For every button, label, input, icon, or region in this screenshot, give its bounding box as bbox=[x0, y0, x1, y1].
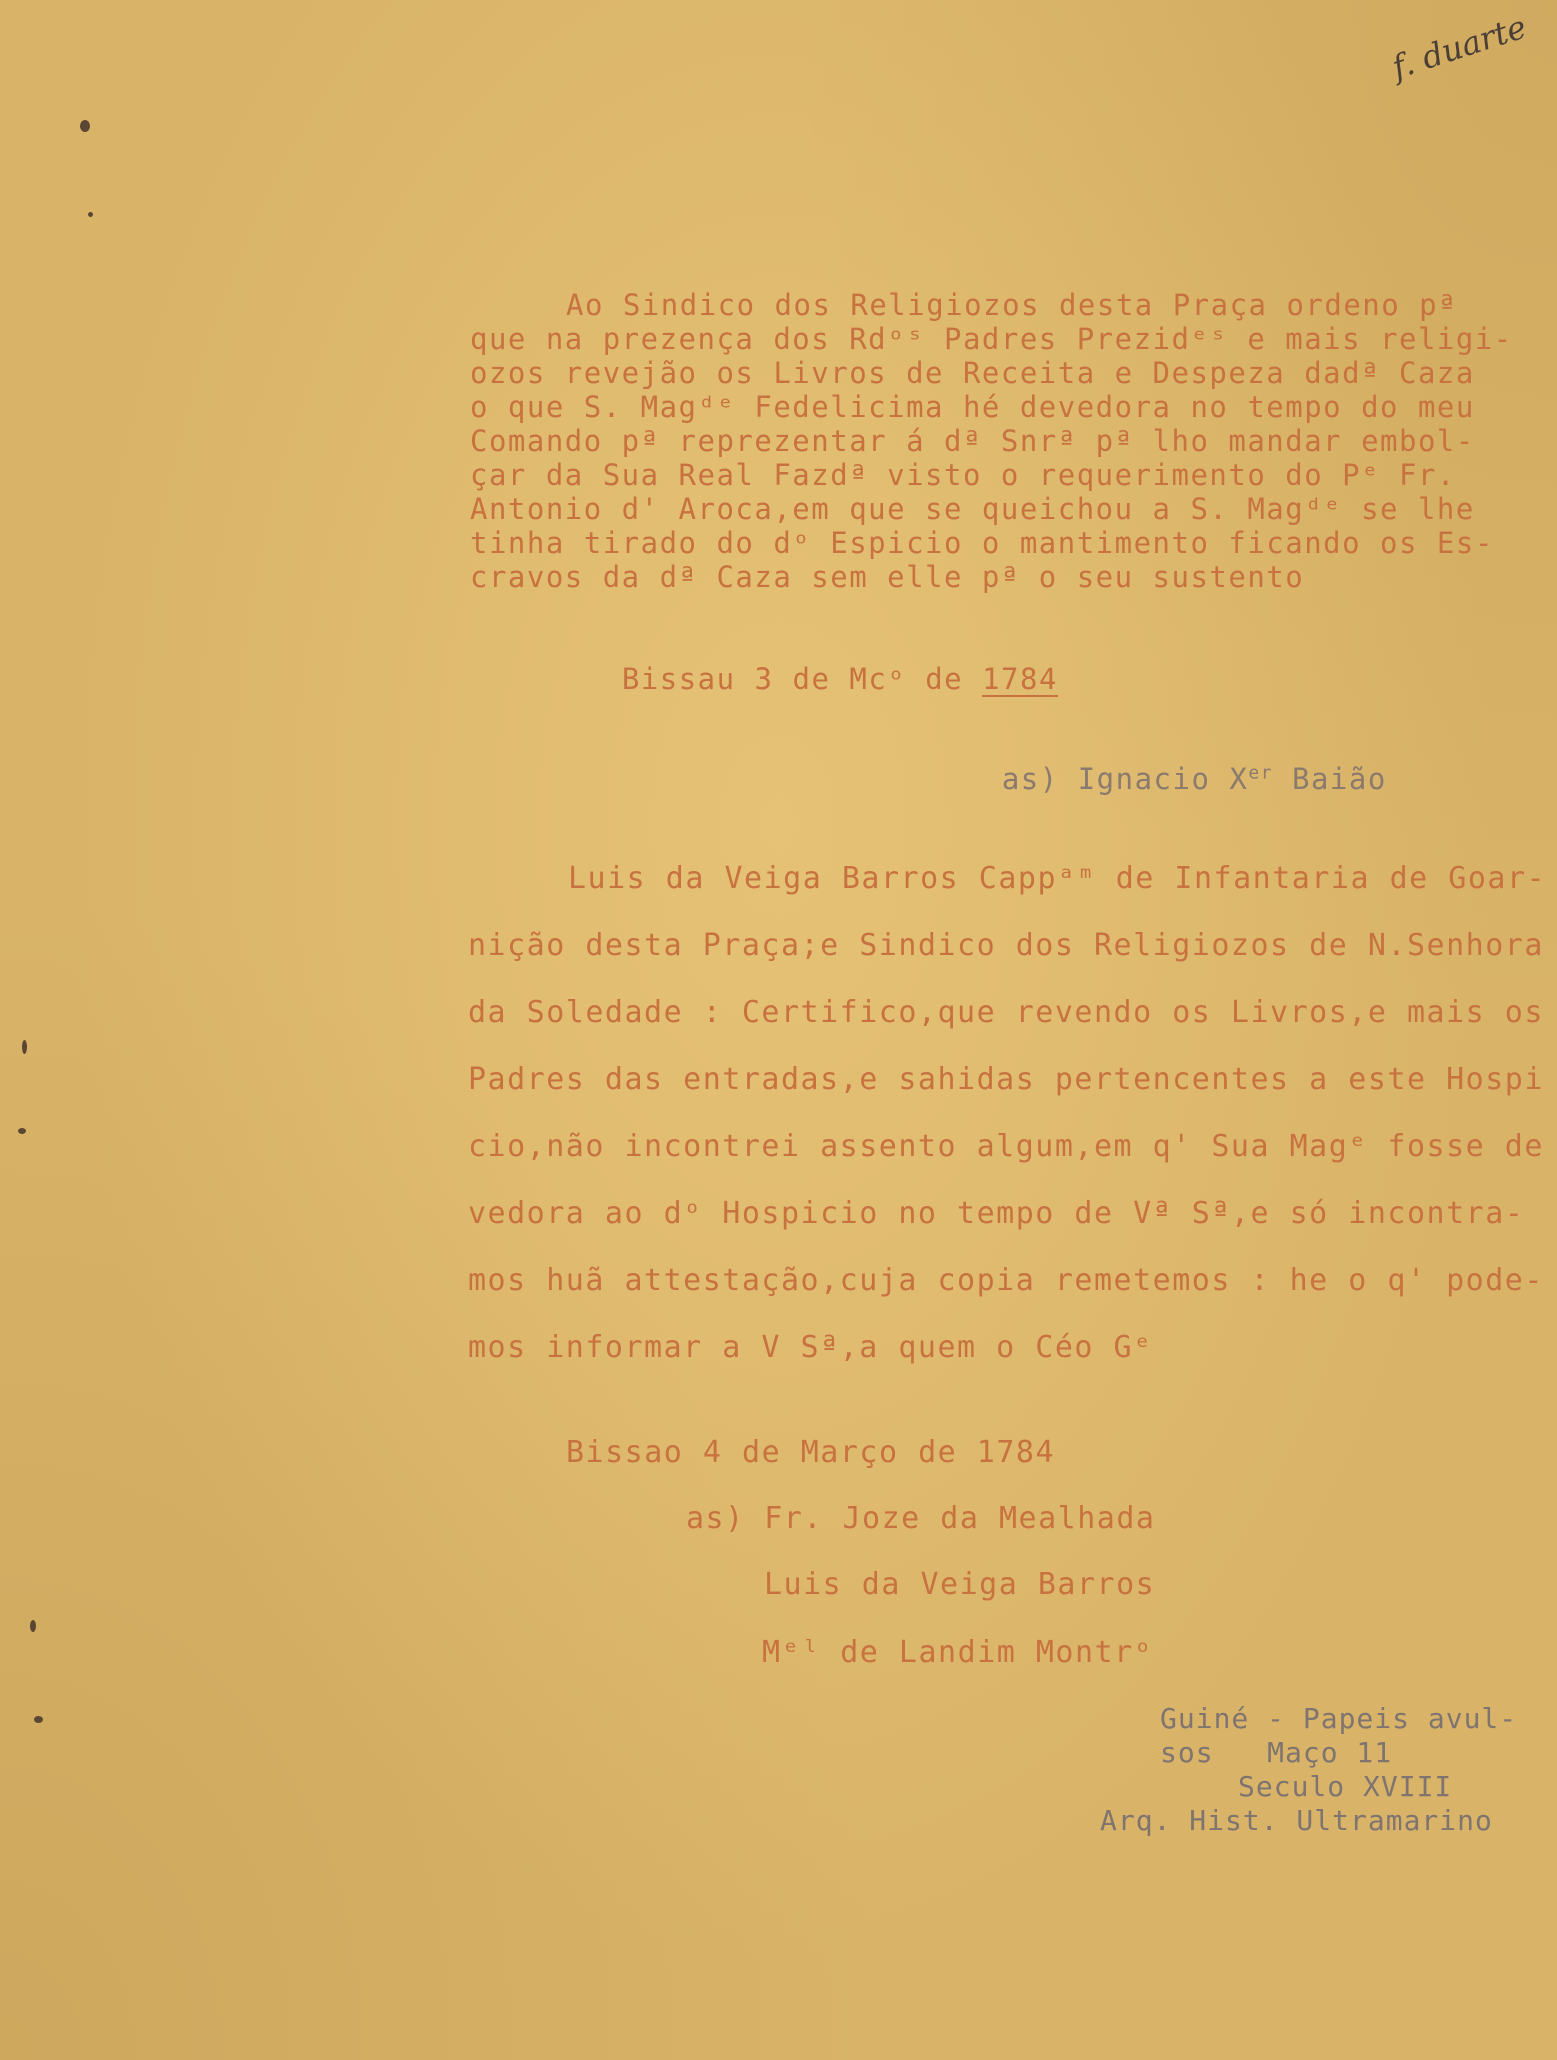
archive-line: Guiné - Papeis avul- bbox=[1160, 1702, 1518, 1735]
punch-hole bbox=[34, 1716, 43, 1723]
letter1-line: tinha tirado do dᵒ Espicio o mantimento ficando os Es- bbox=[470, 526, 1494, 560]
archive-line: sos Maço 11 bbox=[1160, 1736, 1393, 1769]
letter1-signature bbox=[926, 728, 1387, 830]
signature-abbr-sup: er bbox=[1248, 762, 1274, 784]
letter1-line: ozos revejão os Livros de Receita e Despeza dadª Caza bbox=[470, 356, 1475, 390]
punch-hole bbox=[80, 120, 90, 132]
letter2-line: mos informar a V Sª,a quem o Céo Gᵉ bbox=[468, 1330, 1153, 1365]
letter2-line: cio,não incontrei assento algum,em q' Sua Magᵉ fosse de bbox=[468, 1129, 1544, 1164]
signature-name: Ignacio bbox=[1077, 762, 1211, 796]
letter2-line: vedora ao dᵒ Hospicio no tempo de Vª Sª,e só incontra- bbox=[468, 1196, 1525, 1231]
letter1-line: Ao Sindico dos Religiozos desta Praça ordeno pª bbox=[566, 288, 1458, 322]
letter1-line: çar da Sua Real Fazdª visto o requerimento do Pᵉ Fr. bbox=[470, 458, 1456, 492]
punch-hole bbox=[30, 1620, 36, 1632]
letter1-line: que na prezença dos Rdᵒˢ Padres Prezidᵉˢ e mais religi- bbox=[470, 322, 1513, 356]
letter2-line: nição desta Praça;e Sindico dos Religiozos de N.Senhora bbox=[468, 928, 1544, 963]
letter2-place-date: Bissao 4 de Março de 1784 bbox=[566, 1435, 1056, 1470]
letter1-place-date bbox=[546, 628, 1058, 730]
signature-prefix: as) bbox=[1001, 762, 1059, 796]
punch-hole bbox=[22, 1040, 27, 1054]
signature-abbr: X bbox=[1229, 762, 1249, 796]
letter1-line: cravos da dª Caza sem elle pª o seu sustento bbox=[470, 560, 1305, 594]
letter2-line: da Soledade : Certifico,que revendo os Livros,e mais os bbox=[468, 995, 1544, 1030]
archive-line: Seculo XVIII bbox=[1238, 1770, 1453, 1803]
letter1-line: o que S. Magᵈᵉ Fedelicima hé devedora no tempo do meu bbox=[470, 390, 1475, 424]
place-date-text: Bissau 3 de Mcᵒ de bbox=[621, 662, 964, 696]
letter2-signature: Luis da Veiga Barros bbox=[764, 1567, 1156, 1602]
letter2-line: Padres das entradas,e sahidas pertencentes a este Hospi bbox=[468, 1062, 1544, 1097]
letter2-line: mos huã attestação,cuja copia remetemos : he o q' pode- bbox=[468, 1263, 1544, 1298]
signature-surname: Baião bbox=[1292, 762, 1387, 796]
archive-line: Arq. Hist. Ultramarino bbox=[1100, 1804, 1493, 1837]
letter1-line: Comando pª reprezentar á dª Snrª pª lho mandar embol- bbox=[470, 424, 1475, 458]
punch-hole bbox=[18, 1128, 26, 1134]
letter2-line: Luis da Veiga Barros Cappᵃᵐ de Infantaria de Goar- bbox=[568, 861, 1547, 896]
handwritten-corner-note: f. duarte bbox=[1387, 7, 1531, 87]
letter1-line: Antonio d' Aroca,em que se queichou a S. Magᵈᵉ se lhe bbox=[470, 492, 1475, 526]
letter2-signature: as) Fr. Joze da Mealhada bbox=[686, 1501, 1156, 1536]
year: 1784 bbox=[982, 662, 1058, 696]
letter2-signature: Mᵉˡ de Landim Montrᵒ bbox=[762, 1635, 1154, 1670]
punch-hole bbox=[88, 212, 93, 217]
